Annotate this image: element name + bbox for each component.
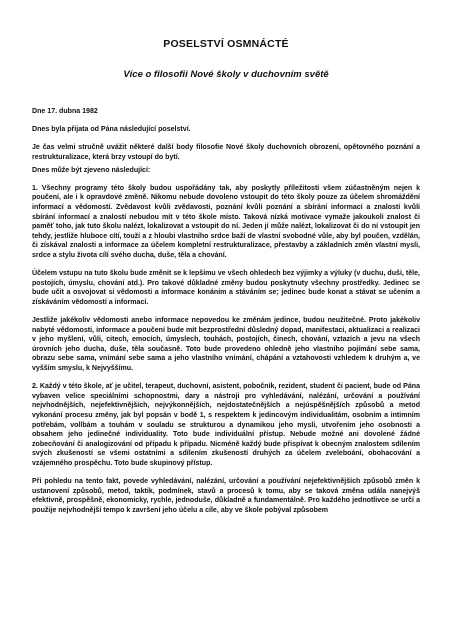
document-title: POSELSTVÍ OSMNÁCTÉ xyxy=(163,38,289,50)
body-paragraph: Jestliže jakékoliv vědomosti anebo informace nepovedou ke změnám jedince, budou neužitečné. Proto jakékoliv nabyté vědomosti, informace a poučení bude mít bezprostřední důsledný dopad, manifestaci, aktualizaci a realizaci v jeho myšlení, vůli, citech, emocích, úmyslech, touhách, postojích, činech, chování, vztazích a jevu na všech úrovních jeho ducha, duše, těla současně. Toto bude provedeno ohledně jeho vlastního pojímání sebe sama, obrazu sebe sama, vnímání sebe sama a jeho vlastního vnímání, chápání a vztahovosti vzhledem k druhým a, ve vyšším smyslu, k Nejvyššímu. xyxy=(32,317,420,373)
document-subtitle: Více o filosofii Nové školy v duchovním světě xyxy=(123,69,329,80)
body-paragraph: Při pohledu na tento fakt, povede vyhledávání, nalézání, určování a používání nejefektivnějších způsobů změn k ustanovení způsobů, metod, taktik, podmínek, stavů a procesů k tomu, aby se taková změna udála nanejvýš efektivně, prospěšně, ekonomicky, rychle, jednoduše, důkladně a fundamentálně. Pro každého jednotlivce se určí a použije nejvhodnější tempo k završení jeho účelu a cíle, aby ve škole pobýval způsobem xyxy=(32,478,420,514)
intro-paragraph: Dnes může být zjeveno následující: xyxy=(32,166,151,174)
body-paragraph: Účelem vstupu na tuto školu bude změnit se k lepšímu ve všech ohledech bez výjimky a výluky (v duchu, duši, těle, postojích, úmyslu, chování atd.). Pro takové důkladné změny budou poskytnuty všechny prostředky. Jedinec se bude učit a osvojovat si vědomosti a informace konáním a stáváním se; jedinec bude konat a stávat se učením a získáváním vědomostí a informací. xyxy=(32,270,420,306)
document-date: Dne 17. dubna 1982 xyxy=(32,108,98,115)
document-body xyxy=(32,107,420,524)
intro-paragraph: Je čas velmi stručně uvážit některé další body filosofie Nové školy duchovních obrození, opětovného poznání a restrukturalizace, která brzy vstoupí do bytí. xyxy=(32,144,420,161)
body-paragraph: 2. Každý v této škole, ať je učitel, terapeut, duchovní, asistent, pobočník, rezident, student či pacient, bude od Pána vybaven velice speciálními schopnostmi, dary a nástroji pro vyhledávání, nalézání, určování a používání nejvhodnějších, nejefektivnějších, nejvýkonnějších, nejdostatečnějších a nejúspěšnějších způsobů a metod vykonání procesu změny, jak byl popsán v bodě 1, s respektem k jedincovým individualitám, osobním a intimním potřebám, vollbám a touhám v souladu se strukturou a dynamikou jeho mysli, utvořením jeho osobnosti a obsahem jeho jedinečné individuality. Toto bude individuální přístup. Nebude možné ani dovolené žádné zobecňování či analogizování od případu k případu. Nicméně každý bude přispívat k obecným znalostem sdílením svých zkušeností se všemi ostatními a sdílením zkušeností druhých za účelem zveleboání, obohacování a vzájemného prospěchu. Toto bude skupinový přístup. xyxy=(32,383,420,467)
intro-paragraph: Dnes byla přijata od Pána následující poselství. xyxy=(32,126,191,134)
body-paragraph: 1. Všechny programy této školy budou uspořádány tak, aby poskytly příležitosti všem zúčastněným nejen k poučení, ale i k opravdové změně. Nikomu nebude dovoleno vstoupit do této školy pouze za účelem shromáždění informací a vědomostí. Zvědavost kvůli zvědavosti, poznání kvůli poznání a sbírání informací a znalostí kvůli sbírání informací a znalostí nebudou mít v této škole místo. Taková nízká motivace vymaže jakoukoli znalost či paměť toho, jak tuto školu nalézt, lokalizovat a vstoupit do ní. Jeden jí může nalézt, lokalizovat či do ní vstoupit jen tehdy, jestliže hluboce cítí, touží a z hloubi vlastního srdce baží de vlastní svobodné vůle, aby byl poučen, vzdělán, či získával znalosti a informace za účelem kompletní restrukturalizace, přestavby a základních změn vlastní mysli, srdce a stylu života cílí svého ducha, duše, těla a chování. xyxy=(32,184,420,259)
